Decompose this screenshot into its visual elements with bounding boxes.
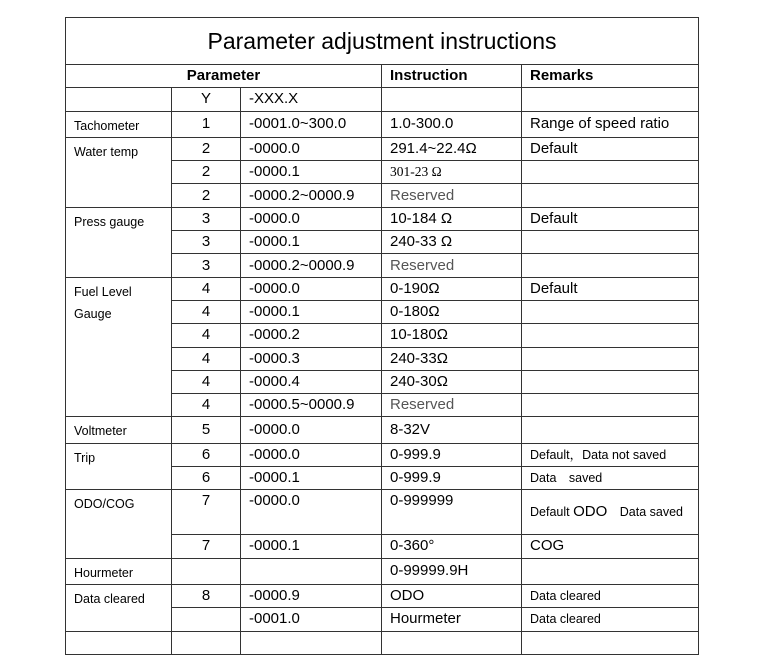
remark-cell: Default xyxy=(522,207,699,230)
remark-cell xyxy=(522,558,699,584)
instruction-cell: 0-999.9 xyxy=(382,443,522,466)
y-cell: 2 xyxy=(172,137,241,160)
header-parameter: Parameter xyxy=(66,65,382,88)
format-row xyxy=(66,88,699,111)
instruction-cell: Hourmeter xyxy=(382,608,522,631)
y-cell: 2 xyxy=(172,161,241,184)
value-cell: -0001.0~300.0 xyxy=(241,111,382,137)
instruction-cell: 0-190Ω xyxy=(382,277,522,300)
instruction-cell: 8-32V xyxy=(382,417,522,443)
remark-cell: Data cleared xyxy=(522,608,699,631)
instruction-cell: 0-360° xyxy=(382,535,522,558)
table-row xyxy=(66,584,699,607)
instruction-cell: ODO xyxy=(382,584,522,607)
category-cell xyxy=(66,88,172,111)
value-cell: -0000.2 xyxy=(241,324,382,347)
value-cell xyxy=(241,558,382,584)
instruction-cell: Reserved xyxy=(382,394,522,417)
category-trip: Trip xyxy=(66,443,172,490)
remark-default: Default xyxy=(530,505,574,520)
y-cell: 4 xyxy=(172,300,241,323)
empty-cell xyxy=(382,631,522,654)
value-cell: -0000.1 xyxy=(241,161,382,184)
category-press-gauge: Press gauge xyxy=(66,207,172,277)
value-cell: -0000.0 xyxy=(241,443,382,466)
category-fuel-level-gauge xyxy=(66,277,172,417)
remark-cell xyxy=(522,347,699,370)
category-tachometer: Tachometer xyxy=(66,111,172,137)
y-cell: 4 xyxy=(172,370,241,393)
fuel-label-line2: Gauge xyxy=(74,306,112,321)
remark-cell xyxy=(522,324,699,347)
y-cell: 4 xyxy=(172,324,241,347)
y-cell: 4 xyxy=(172,277,241,300)
parameter-table xyxy=(65,17,699,655)
remark-cell: Data cleared xyxy=(522,584,699,607)
instruction-cell: 0-180Ω xyxy=(382,300,522,323)
category-hourmeter: Hourmeter xyxy=(66,558,172,584)
y-cell: 6 xyxy=(172,467,241,490)
y-cell: Y xyxy=(172,88,241,111)
value-cell: -0000.5~0000.9 xyxy=(241,394,382,417)
value-cell: -0000.0 xyxy=(241,277,382,300)
instruction-cell: 240-30Ω xyxy=(382,370,522,393)
y-cell: 7 xyxy=(172,535,241,558)
value-cell: -0000.1 xyxy=(241,535,382,558)
remark-cell xyxy=(522,231,699,254)
value-cell: -0000.2~0000.9 xyxy=(241,184,382,207)
title-row xyxy=(66,18,699,65)
instruction-cell xyxy=(382,88,522,111)
empty-cell xyxy=(66,631,172,654)
y-cell: 5 xyxy=(172,417,241,443)
category-voltmeter: Voltmeter xyxy=(66,417,172,443)
y-cell: 6 xyxy=(172,443,241,466)
table-row xyxy=(66,490,699,535)
remark-cell xyxy=(522,88,699,111)
remark-cell xyxy=(522,490,699,535)
y-cell: 7 xyxy=(172,490,241,535)
value-cell: -0001.0 xyxy=(241,608,382,631)
instruction-cell: 10-180Ω xyxy=(382,324,522,347)
remark-cell xyxy=(522,184,699,207)
instruction-cell: Reserved xyxy=(382,254,522,277)
remark-cell: Default xyxy=(522,277,699,300)
fuel-label-line1: Fuel Level xyxy=(74,284,132,299)
y-cell: 3 xyxy=(172,254,241,277)
empty-row xyxy=(66,631,699,654)
table-row xyxy=(66,207,699,230)
value-cell: -XXX.X xyxy=(241,88,382,111)
remark-cell: Default，Data not saved xyxy=(522,443,699,466)
instruction-cell: 240-33Ω xyxy=(382,347,522,370)
empty-cell xyxy=(172,631,241,654)
y-cell xyxy=(172,558,241,584)
instruction-cell: 0-999.9 xyxy=(382,467,522,490)
remark-cell xyxy=(522,300,699,323)
y-cell: 4 xyxy=(172,394,241,417)
remark-data-saved: Data saved xyxy=(607,505,683,520)
value-cell: -0000.0 xyxy=(241,207,382,230)
y-cell xyxy=(172,608,241,631)
header-row xyxy=(66,65,699,88)
value-cell: -0000.3 xyxy=(241,347,382,370)
remark-cell xyxy=(522,161,699,184)
remark-cell xyxy=(522,417,699,443)
y-cell: 1 xyxy=(172,111,241,137)
table-row xyxy=(66,417,699,443)
instruction-cell: 0-99999.9H xyxy=(382,558,522,584)
category-data-cleared: Data cleared xyxy=(66,584,172,631)
header-remarks: Remarks xyxy=(522,65,699,88)
value-cell: -0000.2~0000.9 xyxy=(241,254,382,277)
empty-cell xyxy=(522,631,699,654)
y-cell: 8 xyxy=(172,584,241,607)
remark-cell: COG xyxy=(522,535,699,558)
instruction-cell: Reserved xyxy=(382,184,522,207)
value-cell: -0000.1 xyxy=(241,300,382,323)
instruction-cell: 301-23 Ω xyxy=(382,161,522,184)
value-cell: -0000.4 xyxy=(241,370,382,393)
remark-odo: ODO xyxy=(573,503,608,521)
y-cell: 3 xyxy=(172,231,241,254)
instruction-cell: 240-33 Ω xyxy=(382,231,522,254)
parameter-document xyxy=(65,17,698,655)
remark-cell xyxy=(522,394,699,417)
instruction-cell: 291.4~22.4Ω xyxy=(382,137,522,160)
category-odo-cog: ODO/COG xyxy=(66,490,172,558)
instruction-cell: 0-999999 xyxy=(382,490,522,535)
remark-cell xyxy=(522,254,699,277)
table-row xyxy=(66,111,699,137)
y-cell: 3 xyxy=(172,207,241,230)
value-cell: -0000.1 xyxy=(241,231,382,254)
remark-cell: Data saved xyxy=(522,467,699,490)
remark-cell: Range of speed ratio xyxy=(522,111,699,137)
value-cell: -0000.0 xyxy=(241,137,382,160)
remark-cell xyxy=(522,370,699,393)
remark-cell: Default xyxy=(522,137,699,160)
table-row xyxy=(66,558,699,584)
header-instruction: Instruction xyxy=(382,65,522,88)
table-title: Parameter adjustment instructions xyxy=(66,18,699,65)
instruction-cell: 1.0-300.0 xyxy=(382,111,522,137)
y-cell: 4 xyxy=(172,347,241,370)
table-row xyxy=(66,137,699,160)
y-cell: 2 xyxy=(172,184,241,207)
empty-cell xyxy=(241,631,382,654)
category-water-temp: Water temp xyxy=(66,137,172,207)
value-cell: -0000.1 xyxy=(241,467,382,490)
table-row xyxy=(66,443,699,466)
value-cell: -0000.0 xyxy=(241,490,382,535)
value-cell: -0000.9 xyxy=(241,584,382,607)
table-row xyxy=(66,277,699,300)
value-cell: -0000.0 xyxy=(241,417,382,443)
instruction-cell: 10-184 Ω xyxy=(382,207,522,230)
